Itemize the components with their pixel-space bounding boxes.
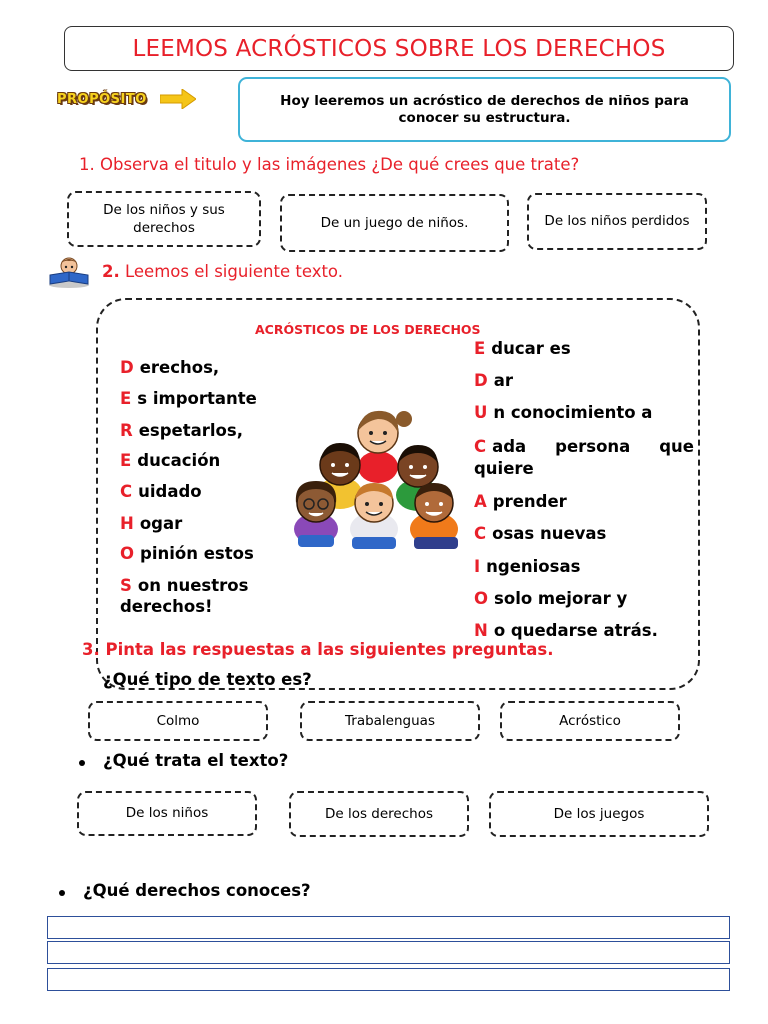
question-2-number: 2.	[102, 262, 120, 281]
acrostic-letter: A	[474, 492, 487, 511]
acrostic-right-line	[474, 436, 694, 457]
acrostic-word: ogar	[139, 514, 183, 533]
q3a-option-3-label: Acróstico	[559, 712, 621, 729]
acrostic-letter: H	[120, 514, 134, 533]
answer-line-2[interactable]	[47, 941, 730, 964]
page-title: LEEMOS ACRÓSTICOS SOBRE LOS DERECHOS	[64, 26, 734, 71]
acrostic-letter: D	[120, 358, 134, 377]
question-3-sub-2: ¿Qué trata el texto?	[103, 751, 289, 770]
acrostic-letter: U	[474, 403, 488, 422]
acrostic-word: ducación	[137, 451, 221, 470]
question-2-text: Leemos el siguiente texto.	[125, 262, 343, 281]
q3b-option-1-label: De los niños	[125, 805, 209, 822]
child-reading-icon	[46, 255, 92, 289]
bullet-icon	[79, 760, 85, 766]
acrostic-word: ngeniosas	[486, 557, 581, 576]
acrostic-left-line	[120, 388, 257, 409]
acrostic-left-line-cont: derechos!	[120, 597, 213, 616]
acrostic-right-line	[474, 370, 694, 391]
acrostic-left-line	[120, 420, 243, 441]
q3a-option-1-label: Colmo	[156, 712, 200, 729]
answer-line-1[interactable]	[47, 916, 730, 939]
acrostic-right-line	[474, 523, 694, 544]
acrostic-left-line	[120, 481, 202, 502]
acrostic-title: ACRÓSTICOS DE LOS DERECHOS	[255, 322, 481, 337]
question-3-sub-1: ¿Qué tipo de texto es?	[103, 670, 312, 689]
acrostic-word: solo mejorar y	[494, 589, 628, 608]
acrostic-right-line-cont: quiere	[474, 459, 534, 478]
q3a-option-1[interactable]	[88, 701, 268, 741]
acrostic-word: s importante	[137, 389, 257, 408]
acrostic-letter: D	[474, 371, 488, 390]
acrostic-word: osas nuevas	[492, 524, 607, 543]
purpose-box	[238, 77, 731, 142]
q1-option-3-label: De los niños perdidos	[544, 213, 690, 230]
bullet-icon	[59, 890, 65, 896]
acrostic-letter: O	[120, 544, 135, 563]
acrostic-left-line	[120, 513, 182, 534]
acrostic-word: o quedarse atrás.	[493, 621, 658, 640]
purpose-text: Hoy leeremos un acróstico de derechos de niños para conocer su estructura.	[280, 93, 689, 126]
acrostic-word: ar	[493, 371, 513, 390]
q1-option-2[interactable]	[280, 194, 509, 252]
question-3: 3. Pinta las respuestas a las siguientes preguntas.	[82, 640, 554, 659]
acrostic-right-line	[474, 338, 694, 359]
q1-option-1-label: De los niños y sus derechos	[103, 201, 225, 236]
acrostic-left-line	[120, 575, 248, 596]
acrostic-letter: C	[474, 437, 487, 456]
acrostic-letter: R	[120, 421, 133, 440]
acrostic-left-line	[120, 357, 219, 378]
answer-line-3[interactable]	[47, 968, 730, 991]
acrostic-word: ada persona que	[492, 437, 694, 456]
q3a-option-2[interactable]	[300, 701, 480, 741]
question-3-sub-3: ¿Qué derechos conoces?	[83, 881, 311, 900]
q3a-option-3[interactable]	[500, 701, 680, 741]
acrostic-word: espetarlos,	[138, 421, 243, 440]
q1-option-3[interactable]	[527, 193, 707, 250]
acrostic-right-line	[474, 556, 694, 577]
arrow-right-icon	[160, 89, 196, 109]
acrostic-letter: E	[120, 451, 132, 470]
q3a-option-2-label: Trabalenguas	[345, 712, 435, 729]
acrostic-letter: S	[120, 576, 132, 595]
q1-option-1[interactable]	[67, 191, 261, 247]
acrostic-word: prender	[492, 492, 567, 511]
q3b-option-3[interactable]	[489, 791, 709, 837]
acrostic-letter: E	[120, 389, 132, 408]
acrostic-word: pinión estos	[140, 544, 254, 563]
acrostic-letter: N	[474, 621, 488, 640]
acrostic-word: erechos,	[139, 358, 220, 377]
acrostic-letter: C	[120, 482, 133, 501]
q3b-option-2-label: De los derechos	[324, 805, 434, 822]
acrostic-right-line	[474, 491, 694, 512]
acrostic-right-line	[474, 402, 694, 423]
acrostic-word: uidado	[138, 482, 202, 501]
acrostic-letter: I	[474, 557, 481, 576]
children-group-illustration	[278, 405, 470, 553]
q3b-option-2[interactable]	[289, 791, 469, 837]
acrostic-right-line	[474, 588, 694, 609]
acrostic-word: n conocimiento a	[493, 403, 653, 422]
question-2	[102, 262, 343, 281]
acrostic-left-line	[120, 450, 220, 471]
acrostic-letter: E	[474, 339, 486, 358]
acrostic-letter: O	[474, 589, 489, 608]
question-1: 1. Observa el titulo y las imágenes ¿De qué crees que trate?	[79, 155, 580, 174]
q1-option-2-label: De un juego de niños.	[320, 214, 469, 231]
acrostic-word: ducar es	[491, 339, 571, 358]
purpose-label: PROPÓSITO	[57, 92, 147, 107]
acrostic-word: on nuestros	[137, 576, 249, 595]
acrostic-left-line	[120, 543, 254, 564]
acrostic-right-line	[474, 620, 694, 641]
acrostic-letter: C	[474, 524, 487, 543]
q3b-option-3-label: De los juegos	[553, 805, 645, 822]
q3b-option-1[interactable]	[77, 791, 257, 836]
